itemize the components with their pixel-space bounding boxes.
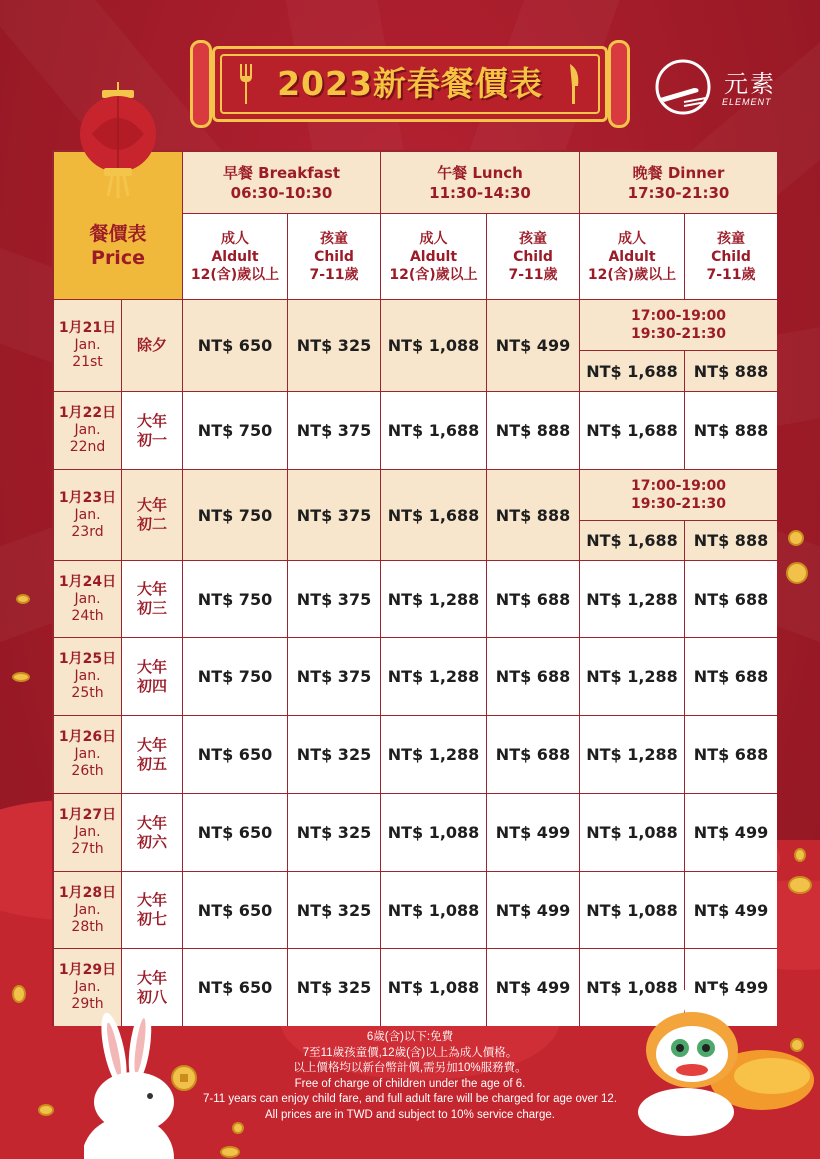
price-value: NT$ 1,288: [586, 667, 678, 686]
note-line: 7至11歲孩童價,12歲(含)以上為成人價格。: [302, 1046, 518, 1059]
price-label-en: Price: [91, 246, 145, 269]
header-adult: 成人 Aldult 12(含)歲以上: [183, 214, 288, 300]
price-cell: [685, 638, 777, 716]
knife-icon: [566, 64, 582, 104]
coin-icon: [12, 985, 26, 1003]
price-cell: [183, 794, 288, 872]
day-label: 初三: [136, 599, 167, 617]
date-zh: 1月27日: [58, 807, 117, 823]
price-cell: [183, 392, 288, 470]
price-cell: [183, 561, 288, 638]
date-zh: 1月28日: [58, 884, 117, 901]
price-value: NT$ 1,088: [387, 978, 480, 997]
price-value: NT$ 1,688: [586, 421, 678, 440]
day-cell: [122, 470, 183, 561]
price-cell: [288, 949, 381, 1026]
coin-icon: [794, 848, 806, 862]
price-cell: [580, 351, 685, 392]
day-label: 除夕: [136, 336, 167, 354]
price-value: NT$ 325: [296, 978, 372, 997]
price-value: NT$ 688: [495, 667, 571, 686]
date-cell: [54, 561, 122, 638]
price-cell: [487, 872, 580, 949]
price-cell: [685, 872, 777, 949]
price-value: NT$ 1,688: [586, 531, 678, 550]
price-value: NT$ 688: [693, 745, 769, 764]
price-value: NT$ 1,288: [387, 745, 480, 764]
day-label: 大年: [136, 580, 167, 598]
price-cell: [487, 561, 580, 638]
meal-header-lunch: 午餐 Lunch 11:30-14:30: [381, 152, 580, 214]
date-en: 21st: [72, 354, 103, 370]
price-value: NT$ 1,688: [387, 505, 480, 525]
date-en: Jan.: [74, 337, 101, 353]
price-value: NT$ 375: [296, 589, 372, 609]
price-value: NT$ 499: [495, 900, 571, 920]
dinner-time-slot: 19:30-21:30: [631, 326, 726, 342]
date-zh: 1月29日: [58, 962, 117, 978]
price-cell: [580, 794, 685, 872]
price-cell: [288, 794, 381, 872]
day-cell: [122, 716, 183, 794]
day-label: 初五: [136, 754, 167, 773]
price-cell: [487, 392, 580, 470]
price-value: NT$ 650: [197, 900, 273, 920]
day-label: 大年: [136, 813, 167, 832]
price-value: NT$ 1,288: [387, 667, 480, 686]
date-zh: 1月22日: [58, 405, 117, 421]
price-value: NT$ 888: [693, 531, 769, 550]
price-value: NT$ 325: [296, 823, 372, 842]
price-cell: [381, 716, 487, 794]
meal-header-breakfast: 早餐 Breakfast 06:30-10:30: [183, 152, 381, 214]
logo-sub: ELEMENT: [722, 97, 772, 107]
logo-icon: [654, 58, 712, 116]
date-cell: [54, 300, 122, 392]
price-value: NT$ 499: [693, 823, 769, 842]
day-cell: [122, 638, 183, 716]
price-cell: [381, 949, 487, 1026]
price-cell: [288, 716, 381, 794]
day-cell: [122, 392, 183, 470]
price-cell: [288, 300, 381, 392]
date-en: 25th: [71, 685, 104, 701]
price-cell: [288, 872, 381, 949]
price-value: NT$ 1,088: [387, 900, 480, 920]
date-zh: 1月21日: [58, 320, 117, 336]
price-cell: [381, 794, 487, 872]
date-cell: [54, 716, 122, 794]
date-en: Jan.: [74, 506, 101, 523]
header-child: 孩童 Child 7-11歲: [288, 214, 381, 300]
price-cell: [685, 716, 777, 794]
price-cell: [381, 300, 487, 392]
price-value: NT$ 1,088: [586, 978, 678, 997]
price-value: NT$ 325: [296, 745, 372, 764]
price-value: NT$ 375: [296, 667, 372, 686]
price-cell: [288, 392, 381, 470]
price-value: NT$ 688: [693, 589, 769, 609]
dinner-time-slots: [580, 300, 777, 351]
day-cell: [122, 794, 183, 872]
date-en: 22nd: [69, 439, 106, 455]
price-value: NT$ 325: [296, 336, 372, 355]
price-cell: [487, 470, 580, 561]
price-value: NT$ 375: [296, 421, 372, 440]
price-value: NT$ 888: [693, 361, 769, 381]
day-label: 大年: [136, 891, 167, 909]
date-en: 28th: [71, 918, 104, 935]
price-cell: [183, 872, 288, 949]
price-cell: [685, 351, 777, 392]
price-value: NT$ 1,288: [586, 589, 678, 609]
price-cell: [487, 949, 580, 1026]
price-cell: [685, 561, 777, 638]
note-line: All prices are in TWD and subject to 10% service charge.: [265, 1108, 555, 1121]
price-value: NT$ 1,288: [586, 745, 678, 764]
price-value: NT$ 1,288: [387, 589, 480, 609]
note-line: 6歲(含)以下:免費: [366, 1031, 454, 1043]
day-label: 初六: [136, 832, 167, 851]
day-label: 初一: [136, 430, 167, 449]
date-zh: 1月25日: [58, 651, 117, 667]
header-adult: 成人 Aldult 12(含)歲以上: [381, 214, 487, 300]
price-cell: [183, 716, 288, 794]
price-cell: [685, 392, 777, 470]
footer-notes: [150, 1030, 670, 1123]
date-en: 23rd: [71, 523, 104, 540]
day-label: 初八: [136, 987, 167, 1006]
coin-icon: [786, 562, 808, 584]
price-cell: [580, 716, 685, 794]
price-cell: [580, 872, 685, 949]
dinner-time-slots: [580, 470, 777, 521]
lantern-icon: [78, 82, 158, 202]
price-cell: [183, 300, 288, 392]
date-en: 27th: [71, 841, 104, 857]
price-value: NT$ 650: [197, 978, 273, 997]
day-cell: [122, 872, 183, 949]
price-value: NT$ 1,688: [586, 361, 678, 381]
price-value: NT$ 499: [495, 823, 571, 842]
price-value: NT$ 750: [197, 589, 273, 609]
lion-dance-icon: [622, 990, 820, 1140]
price-cell: [381, 392, 487, 470]
coin-icon: [16, 594, 30, 604]
price-value: NT$ 688: [495, 745, 571, 764]
day-label: 初七: [136, 910, 167, 928]
price-value: NT$ 1,688: [387, 421, 480, 440]
price-cell: [685, 794, 777, 872]
price-value: NT$ 750: [197, 421, 273, 440]
day-cell: [122, 300, 183, 392]
meal-header-dinner: 晚餐 Dinner 17:30-21:30: [580, 152, 777, 214]
price-cell: [381, 470, 487, 561]
rabbit-icon: [84, 1010, 224, 1159]
date-en: Jan.: [74, 824, 101, 840]
price-value: NT$ 688: [495, 589, 571, 609]
price-value: NT$ 888: [495, 421, 571, 440]
day-label: 初二: [136, 515, 167, 533]
price-cell: [487, 794, 580, 872]
day-label: 大年: [136, 657, 167, 676]
price-cell: [487, 300, 580, 392]
date-cell: [54, 470, 122, 561]
price-table: [52, 150, 777, 1026]
coin-icon: [788, 530, 804, 546]
dinner-time-slot: 17:00-19:00: [631, 478, 726, 494]
header-adult: 成人 Aldult 12(含)歲以上: [580, 214, 685, 300]
note-line: 以上價格均以新台幣計價,需另加10%服務費。: [293, 1062, 527, 1074]
date-cell: [54, 794, 122, 872]
header-child: 孩童 Child 7-11歲: [685, 214, 777, 300]
day-label: 大年: [136, 735, 167, 754]
price-value: NT$ 688: [693, 667, 769, 686]
date-en: 26th: [71, 763, 104, 779]
price-cell: [580, 521, 685, 561]
date-cell: [54, 872, 122, 949]
header-child: 孩童 Child 7-11歲: [487, 214, 580, 300]
price-value: NT$ 325: [296, 900, 372, 920]
price-value: NT$ 1,088: [586, 823, 678, 842]
page-title: 2023新春餐價表: [277, 64, 543, 103]
coin-icon: [38, 1104, 54, 1116]
price-cell: [288, 638, 381, 716]
price-value: NT$ 1,088: [586, 900, 678, 920]
price-cell: [381, 561, 487, 638]
price-value: NT$ 650: [197, 823, 273, 842]
date-en: Jan.: [74, 422, 101, 438]
date-zh: 1月24日: [58, 573, 117, 590]
day-label: 大年: [136, 968, 167, 987]
price-value: NT$ 499: [495, 336, 571, 355]
price-cell: [381, 638, 487, 716]
day-label: 初四: [136, 676, 167, 695]
price-value: NT$ 1,088: [387, 823, 480, 842]
coin-icon: [12, 672, 30, 682]
price-cell: [685, 521, 777, 561]
dinner-time-slot: 17:00-19:00: [631, 308, 726, 324]
date-en: Jan.: [74, 746, 101, 762]
price-value: NT$ 650: [197, 336, 273, 355]
price-cell: [288, 561, 381, 638]
day-label: 大年: [136, 496, 167, 514]
price-value: NT$ 499: [495, 978, 571, 997]
price-value: NT$ 650: [197, 745, 273, 764]
price-label-zh: 餐價表: [89, 222, 147, 245]
date-cell: [54, 638, 122, 716]
day-cell: [122, 561, 183, 638]
coin-icon: [788, 876, 812, 894]
date-cell: [54, 392, 122, 470]
note-line: 7-11 years can enjoy child fare, and full adult fare will be charged for age over 12.: [202, 1093, 618, 1105]
date-en: 29th: [71, 996, 104, 1012]
price-cell: [487, 638, 580, 716]
price-cell: [580, 392, 685, 470]
day-label: 大年: [136, 411, 167, 430]
note-line: Free of charge of children under the age of 6.: [294, 1077, 526, 1090]
logo-name: 元素: [724, 70, 776, 98]
price-value: NT$ 888: [693, 421, 769, 440]
price-cell: [381, 872, 487, 949]
dinner-time-slot: 19:30-21:30: [631, 496, 726, 512]
price-cell: [288, 470, 381, 561]
date-en: Jan.: [74, 979, 101, 995]
price-cell: [580, 638, 685, 716]
date-en: 24th: [71, 607, 104, 624]
price-value: NT$ 750: [197, 667, 273, 686]
coin-icon: [232, 1122, 244, 1134]
price-value: NT$ 1,088: [387, 336, 480, 355]
price-value: NT$ 499: [693, 978, 769, 997]
date-zh: 1月23日: [58, 489, 117, 506]
price-cell: [183, 470, 288, 561]
price-value: NT$ 888: [495, 505, 571, 525]
date-en: Jan.: [74, 668, 101, 684]
date-en: Jan.: [74, 901, 101, 918]
date-zh: 1月26日: [58, 729, 117, 745]
price-value: NT$ 750: [197, 505, 273, 525]
price-value: NT$ 375: [296, 505, 372, 525]
fork-icon: [238, 64, 254, 104]
price-cell: [183, 638, 288, 716]
date-en: Jan.: [74, 590, 101, 607]
price-cell: [580, 561, 685, 638]
price-value: NT$ 499: [693, 900, 769, 920]
price-cell: [487, 716, 580, 794]
title-banner: [190, 40, 630, 128]
